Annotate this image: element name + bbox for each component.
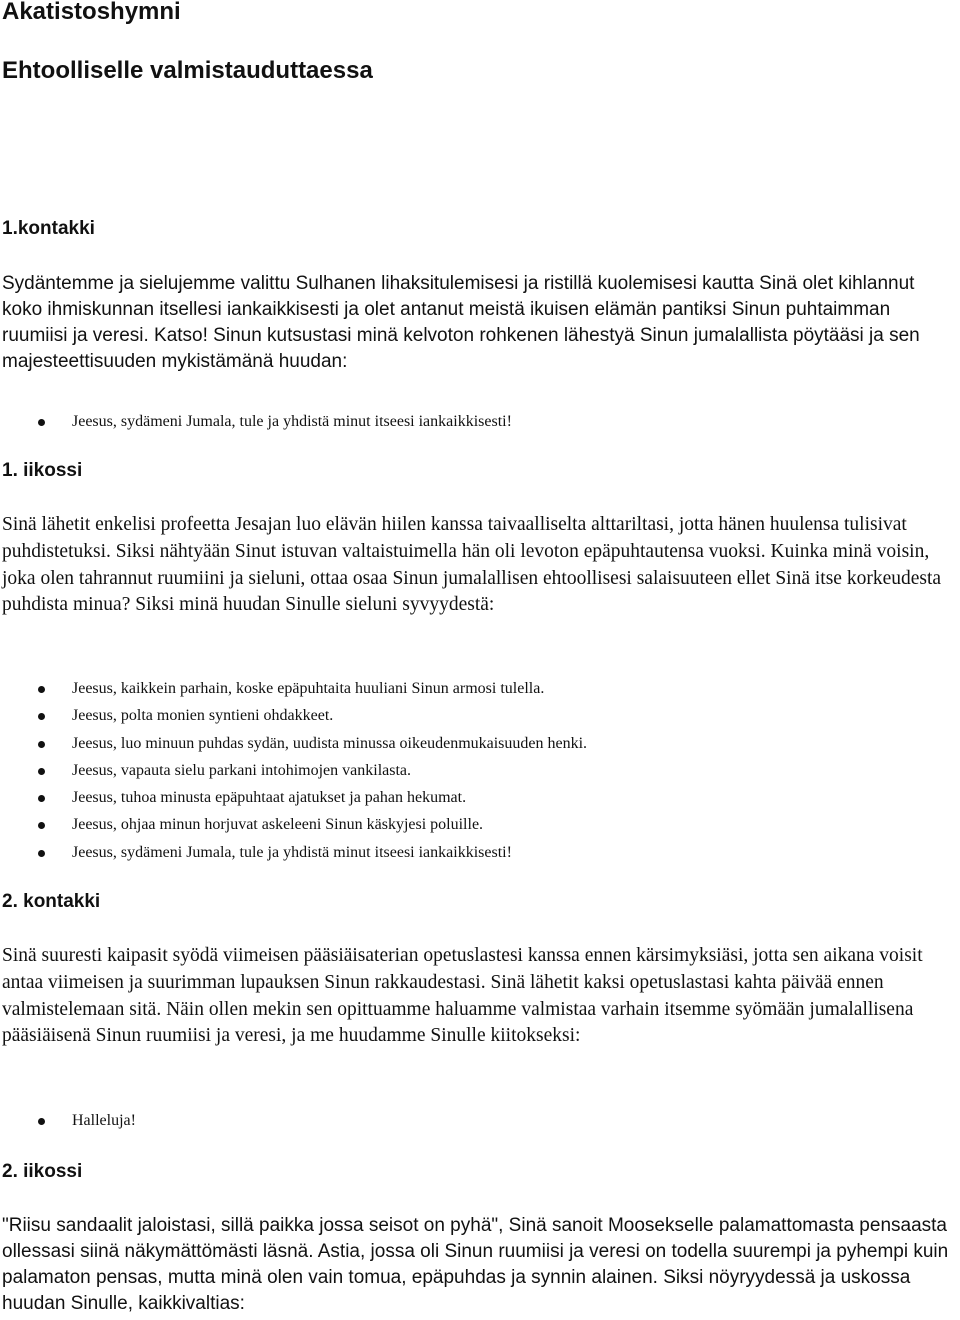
section-paragraph-kontakki-2: Sinä suuresti kaipasit syödä viimeisen pääsiäisaterian opetuslastesi kanssa ennen kärsimyksiäsi, jotta sen aikana voisit antaa viimeisen ja suurimman lupauksen Sinun rakkaudestasi. Sinä lähetit kaksi opetuslastasi kahta päivää ennen valmistelemaan sitä. Näin ollen mekin sen opittuamme haluamme valmistaa varhain itsemme syömään jumalallisena pääsiäisenä Sinun ruumiisi ja veresi, ja me huudamme Sinulle kiitokseksi: (2, 945, 923, 1047)
list-item-text: Jeesus, sydämeni Jumala, tule ja yhdistä minut itseesi iankaikkisesti! (72, 843, 512, 861)
section-heading-iikossi-2: 2. iikossi (2, 1161, 83, 1182)
section-paragraph-kontakki-1: Sydäntemme ja sielujemme valittu Sulhanen lihaksitulemisesi ja ristillä kuolemisesi kautta Sinä olet kihlannut koko ihmiskunnan itsellesi iankaikkisesti ja olet antanut meistä ikuisen elämän pantiksi Sinun puhtaimman ruumiisi ja veresi. Katso! Sinun kutsustasi minä kelvoton rohkenen lähestyä Sinun jumalallista pöytääsi ja sen majesteettisuuden mykistämänä huudan: (2, 273, 920, 372)
list-item (0, 1107, 136, 1134)
bullet-icon (38, 419, 45, 426)
list-item-text: Jeesus, luo minuun puhdas sydän, uudista minussa oikeudenmukaisuuden henki. (72, 734, 588, 752)
section-paragraph-iikossi-1: Sinä lähetit enkelisi profeetta Jesajan luo elävän hiilen kanssa taivaalliselta alttariltasi, jotta hänen huulensa tulisivat puhdistetuksi. Siksi nähtyään Sinut istuvan valtaistuimella hän oli levoton epäpuhtautensa vuoksi. Kuinka minä voisin, joka olen tahrannut ruumiini ja sieluni, ottaa osaa Sinun jumalallisen ehtoollisesi salaisuuteen ellet Sinä itse korkeudesta puhdista minua? Siksi minä huudan Sinulle sieluni syvyydestä: (2, 514, 942, 616)
section-heading-iikossi-1: 1. iikossi (2, 460, 83, 481)
list-item-text: Halleluja! (72, 1112, 136, 1129)
list-item-text: Jeesus, ohjaa minun horjuvat askeleeni Sinun käskyjesi poluille. (72, 816, 484, 834)
list-item (0, 675, 587, 702)
bullet-icon (38, 686, 45, 693)
list-item (0, 811, 587, 838)
list-item (0, 702, 587, 729)
bullet-icon (38, 850, 45, 857)
list-item-text: Jeesus, sydämeni Jumala, tule ja yhdistä minut itseesi iankaikkisesti! (72, 413, 512, 430)
list-item (0, 757, 587, 784)
bullet-list-kontakki-2 (0, 1107, 136, 1134)
bullet-icon (38, 795, 45, 802)
list-item-text: Jeesus, polta monien syntieni ohdakkeet. (72, 707, 334, 725)
list-item (0, 730, 587, 757)
bullet-icon (38, 1118, 45, 1125)
list-item (0, 408, 512, 435)
bullet-icon (38, 822, 45, 829)
document-subtitle: Ehtoolliselle valmistauduttaessa (2, 57, 373, 84)
list-item-text: Jeesus, tuhoa minusta epäpuhtaat ajatukset ja pahan hekumat. (72, 789, 467, 807)
bullet-icon (38, 768, 45, 775)
section-heading-kontakki-2: 2. kontakki (2, 891, 101, 912)
document-title: Akatistoshymni (2, 0, 181, 25)
list-item-text: Jeesus, kaikkein parhain, koske epäpuhtaita huuliani Sinun armosi tulella. (72, 680, 545, 697)
section-heading-kontakki-1: 1.kontakki (2, 218, 95, 239)
list-item-text: Jeesus, vapauta sielu parkani intohimojen vankilasta. (72, 761, 412, 779)
bullet-list-kontakki-1 (0, 408, 512, 435)
list-item (0, 839, 587, 866)
list-item (0, 784, 587, 811)
bullet-icon (38, 713, 45, 720)
bullet-icon (38, 741, 45, 748)
section-paragraph-iikossi-2: "Riisu sandaalit jaloistasi, sillä paikka jossa seisot on pyhä", Sinä sanoit Moosekselle palamattomasta pensaasta ollessasi siinä näkymättömästi läsnä. Astia, jossa oli Sinun ruumiisi ja veresi on todella suurempi ja pyhempi kuin palamaton pensas, mutta minä olen vain tomua, epäpuhdas ja synnin alainen. Siksi nöyryydessä ja uskossa huudan Sinulle, kaikkivaltias: (2, 1215, 949, 1314)
bullet-list-iikossi-1 (0, 675, 587, 866)
